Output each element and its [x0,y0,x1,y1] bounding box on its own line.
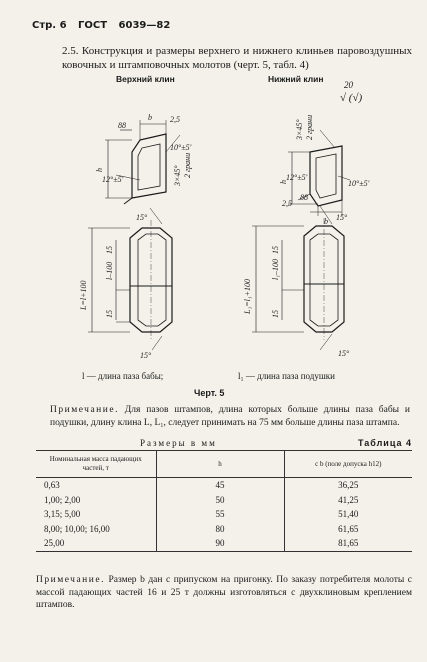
header-mass: Номинальная масса падающих частей, т [36,451,156,478]
dim-upper-15a: 15° [136,213,148,222]
dim-upper-15-bottom: 15 [105,310,114,318]
dim-upper-h: h [95,168,104,172]
figure-label: Черт. 5 [194,388,225,398]
dim-lower-l100: l₁–100 [271,258,280,280]
dim-upper-angle2: 12°±5' [102,175,124,184]
dim-upper-angle1: 10°±5' [170,143,192,152]
cell-h: 90 [156,536,284,551]
roughness-value: 20 [344,80,353,90]
lower-wedge-top-view [252,206,344,350]
note-prefix: Примечание. [36,575,105,585]
dim-lower-h: h [279,180,288,184]
cell-h: 55 [156,507,284,522]
dim-lower-b: b [324,217,328,226]
sizes-caption: Размеры в мм [140,438,217,448]
cell-mass: 3,15; 5,00 [44,509,81,520]
header-h: h [156,451,284,478]
note-table [36,574,412,612]
dim-upper-15b: 15° [140,351,152,360]
note-text: Размер b дан с припуском на пригонку. По заказу потребителя молоты с массой падающих частей 16 и 25 т должны изготовляться с двухклиновым креплением штампов. [36,575,412,610]
dim-lower-angle1: 10°±5' [348,179,370,188]
caption-upper-wedge: l — длина паза бабы; [82,371,164,381]
dim-lower-15-bottom: 15 [271,310,280,318]
dim-upper-88: 88 [118,121,126,130]
cell-b: 51,40 [284,507,412,522]
cell-b: 36,25 [284,478,412,493]
table-header-row [36,451,412,478]
label-upper-wedge: Верхний клин [116,74,175,84]
cell-b: 81,65 [284,536,412,551]
page-number: Стр. 6 [32,20,67,31]
note-text: Для пазов штампов, длина которых больше длины паза бабы и подушки, длину клина L, L₁, следует принимать на 75 мм больше длины паза штампа. [50,405,410,428]
table-row [36,493,412,508]
label-lower-wedge: Нижний клин [268,74,324,84]
dim-lower-15a: 15° [336,213,348,222]
standard-label: ГОСТ [78,20,108,31]
dim-upper-l100: l–100 [105,261,114,280]
table-label: Таблица 4 [357,438,412,448]
cell-mass: 25,00 [36,536,156,551]
upper-wedge-section [105,120,180,204]
dim-lower-angle3: 3×45° [295,119,304,140]
cell-h: 80 [156,522,284,537]
upper-wedge-top-view [88,208,172,350]
dim-upper-bevel: 2 грани [183,152,192,178]
dim-lower-88: 88 [300,193,308,202]
cell-b: 41,25 [284,493,412,508]
dim-upper-angle3: 3×45° [173,165,182,186]
table-row [36,478,412,493]
cell-mass: 1,00; 2,00 [44,494,81,505]
section-title: 2.5. Конструкция и размеры верхнего и нижнего клиньев паровоздушных ковочных и штамповочных молотов (черт. 5, табл. 4) [62,45,412,71]
roughness-mark: √ (√) [340,92,363,104]
caption-lower-wedge: l₁ — длина паза подушки [238,371,335,381]
dim-lower-len: L₁=l₁+100 [243,278,252,314]
table-row [36,522,412,537]
header-b [284,451,412,478]
dim-upper-len: L=l+100 [79,280,88,310]
header-c: с [315,459,319,468]
dim-lower-15b: 15° [338,349,350,358]
cell-h: 50 [156,493,284,508]
cell-mass: 0,63 [44,480,60,491]
table-row [36,536,412,551]
header-b-text: b (поле допуска h12) [319,459,382,468]
dim-upper-15-top: 15 [105,246,114,254]
dim-lower-15-top: 15 [271,246,280,254]
note-drawing [50,404,410,429]
standard-number: 6039—82 [118,20,171,31]
cell-mass: 8,00; 10,00; 16,00 [44,523,110,534]
cell-b: 61,65 [284,522,412,537]
technical-drawing [20,100,410,370]
dim-lower-bevel: 2 грани [305,114,314,140]
page-header [32,20,178,31]
dim-lower-angle2: 12°±5' [286,173,308,182]
note-prefix: Примечание. [50,405,119,415]
cell-h: 45 [156,478,284,493]
dim-upper-b: b [148,113,152,122]
dim-upper-r25: 2,5 [170,115,180,124]
table-row [36,507,412,522]
dim-lower-r25: 2,5 [282,199,292,208]
table-4 [36,450,412,552]
